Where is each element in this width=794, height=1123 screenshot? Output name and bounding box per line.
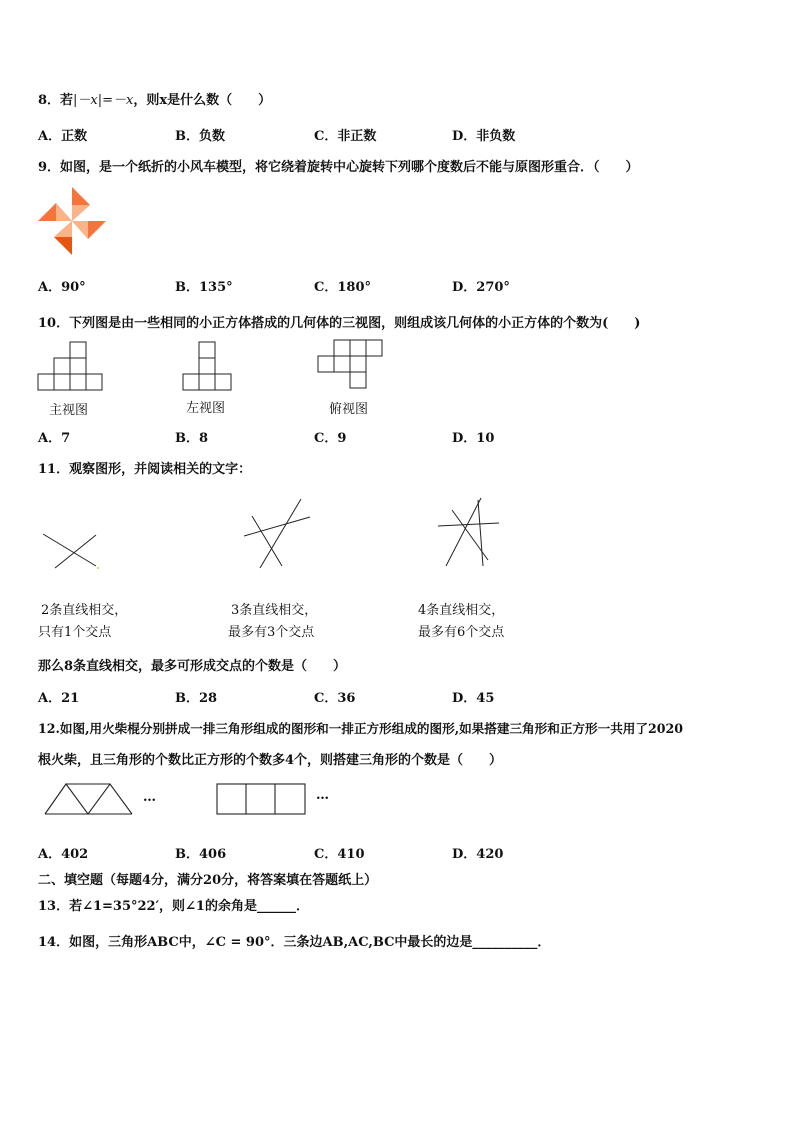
front-view-label: 主视图 — [49, 403, 89, 418]
triangles-ellipsis: … — [143, 790, 156, 805]
q12-option-b: B．406 — [175, 847, 227, 862]
q10-stem: 10．下列图是由一些相同的小正方体搭成的几何体的三视图，则组成该几何体的小正方体的个数为( ) — [38, 316, 641, 331]
q11-option-a: A．21 — [38, 691, 80, 706]
q11-option-b: B．28 — [175, 691, 218, 706]
pinwheel-icon — [36, 185, 108, 257]
q11-question: 那么8条直线相交，最多可形成交点的个数是（ ） — [38, 659, 347, 674]
q12-option-a: A．402 — [38, 847, 89, 862]
q10-option-a: A．7 — [38, 431, 71, 446]
four-lines-figure — [436, 496, 502, 568]
q11-caption-1-line-2: 只有1个交点 — [38, 625, 112, 640]
q11-caption-3-line-1: 4条直线相交， — [418, 603, 505, 618]
q8-option-d: D．非负数 — [452, 129, 516, 144]
squares-matchstick-figure — [216, 783, 308, 817]
squares-ellipsis: … — [316, 788, 329, 803]
q8-option-c: C．非正数 — [314, 129, 377, 144]
q11-stem: 11．观察图形，并阅读相关的文字： — [38, 462, 252, 477]
q11-caption-2-line-1: 3条直线相交， — [231, 603, 318, 618]
q12-option-c: C．410 — [314, 847, 365, 862]
side-view-figure — [183, 341, 233, 391]
q9-option-b: B．135° — [175, 280, 233, 295]
q10-option-d: D．10 — [452, 431, 495, 446]
q8-option-a: A．正数 — [38, 129, 88, 144]
q9-stem: 9．如图，是一个纸折的小风车模型，将它绕着旋转中心旋转下列哪个度数后不能与原图形重合．（ ） — [38, 160, 639, 175]
three-lines-figure — [240, 496, 314, 572]
front-view-figure — [38, 341, 104, 391]
q14-stem: 14．如图，三角形ABC中，∠C = 90°．三条边AB,AC,BC中最长的边是__________． — [38, 935, 551, 950]
q11-caption-2-line-2: 最多有3个交点 — [228, 625, 315, 640]
two-lines-figure — [40, 528, 104, 576]
top-view-label: 俯视图 — [329, 402, 369, 417]
q11-caption-1-line-1: 2条直线相交， — [41, 603, 128, 618]
q11-caption-3-line-2: 最多有6个交点 — [418, 625, 505, 640]
q13-stem: 13．若∠1=35°22′，则∠1的余角是______． — [38, 899, 309, 914]
triangles-matchstick-figure — [44, 782, 136, 816]
top-view-figure — [318, 339, 386, 391]
q9-option-c: C．180° — [314, 280, 371, 295]
section-2-title: 二、填空题（每题4分，满分20分，将答案填在答题纸上） — [38, 873, 378, 888]
q11-option-d: D．45 — [452, 691, 495, 706]
q12-stem-line-2: 根火柴，且三角形的个数比正方形的个数多4个，则搭建三角形的个数是（ ） — [38, 753, 503, 768]
q12-stem-line-1: 12.如图,用火柴棍分别拼成一排三角形组成的图形和一排正方形组成的图形,如果搭建三角形和正方形一共用了2020 — [38, 721, 684, 736]
q9-option-a: A．90° — [38, 280, 86, 295]
side-view-label: 左视图 — [186, 401, 226, 416]
q8-option-b: B．负数 — [175, 129, 225, 144]
q8-stem: 8．若|－x|=－x，则x是什么数（ ） — [38, 93, 272, 108]
q12-option-d: D．420 — [452, 847, 504, 862]
q10-option-b: B．8 — [175, 431, 209, 446]
q9-option-d: D．270° — [452, 280, 510, 295]
q11-option-c: C．36 — [314, 691, 356, 706]
q10-option-c: C．9 — [314, 431, 347, 446]
